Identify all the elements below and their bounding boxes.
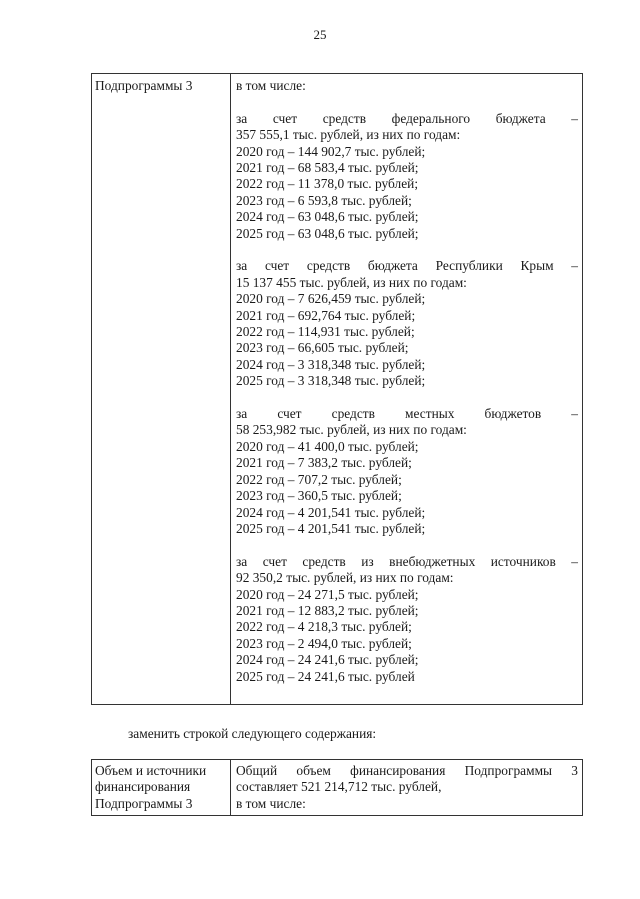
total-funding-line3: в том числе: [236, 795, 306, 811]
local-budget-block [236, 406, 578, 537]
funding-table-old [91, 73, 583, 705]
federal-year-2025: 2025 год – 63 048,6 тыс. рублей; [236, 225, 419, 241]
funding-label-line3: Подпрограммы 3 [95, 795, 193, 811]
local-year-2023: 2023 год – 360,5 тыс. рублей; [236, 488, 402, 504]
local-year-2025: 2025 год – 4 201,541 тыс. рублей; [236, 520, 426, 536]
extrabudgetary-year-2022: 2022 год – 4 218,3 тыс. рублей; [236, 619, 412, 635]
crimea-year-2022: 2022 год – 114,931 тыс. рублей; [236, 324, 415, 340]
federal-year-2020: 2020 год – 144 902,7 тыс. рублей; [236, 143, 426, 159]
local-heading: за счет средств местных бюджетов – [236, 406, 578, 422]
extrabudgetary-year-2025: 2025 год – 24 241,6 тыс. рублей [236, 668, 415, 684]
federal-budget-block [236, 111, 578, 242]
federal-total: 357 555,1 тыс. рублей, из них по годам: [236, 127, 461, 143]
crimea-year-2021: 2021 год – 692,764 тыс. рублей; [236, 307, 416, 323]
crimea-total: 15 137 455 тыс. рублей, из них по годам: [236, 274, 467, 290]
extrabudgetary-block [236, 554, 578, 685]
funding-label-line2: финансирования [95, 779, 191, 795]
crimea-year-2020: 2020 год – 7 626,459 тыс. рублей; [236, 291, 426, 307]
local-year-2021: 2021 год – 7 383,2 тыс. рублей; [236, 455, 412, 471]
federal-year-2024: 2024 год – 63 048,6 тыс. рублей; [236, 209, 419, 225]
crimea-year-2023: 2023 год – 66,605 тыс. рублей; [236, 340, 409, 356]
extrabudgetary-year-2020: 2020 год – 24 271,5 тыс. рублей; [236, 586, 419, 602]
subprogram-label-cell [92, 74, 231, 705]
crimea-year-2024: 2024 год – 3 318,348 тыс. рублей; [236, 356, 426, 372]
crimea-budget-block [236, 258, 578, 389]
local-total: 58 253,982 тыс. рублей, из них по годам: [236, 422, 467, 438]
funding-summary-cell [231, 760, 583, 816]
crimea-year-2025: 2025 год – 3 318,348 тыс. рублей; [236, 373, 426, 389]
page-number: 25 [313, 27, 327, 42]
extrabudgetary-year-2021: 2021 год – 12 883,2 тыс. рублей; [236, 602, 419, 618]
local-year-2022: 2022 год – 707,2 тыс. рублей; [236, 471, 402, 487]
crimea-heading: за счет средств бюджета Республики Крым – [236, 258, 578, 274]
funding-label-line1: Объем и источники [95, 763, 207, 778]
extrabudgetary-heading: за счет средств из внебюджетных источников – [236, 553, 578, 569]
federal-year-2021: 2021 год – 68 583,4 тыс. рублей; [236, 160, 419, 176]
federal-heading: за счет средств федерального бюджета – [236, 110, 578, 126]
subprogram-label: Подпрограммы 3 [95, 78, 193, 93]
funding-details-cell [231, 74, 583, 705]
including-label: в том числе: [236, 78, 306, 93]
funding-label-cell [92, 760, 231, 816]
replace-instruction: заменить строкой следующего содержания: [128, 726, 377, 741]
funding-table-new [91, 759, 583, 816]
extrabudgetary-year-2023: 2023 год – 2 494,0 тыс. рублей; [236, 635, 412, 651]
federal-year-2023: 2023 год – 6 593,8 тыс. рублей; [236, 192, 412, 208]
extrabudgetary-year-2024: 2024 год – 24 241,6 тыс. рублей; [236, 652, 419, 668]
federal-year-2022: 2022 год – 11 378,0 тыс. рублей; [236, 176, 419, 192]
local-year-2020: 2020 год – 41 400,0 тыс. рублей; [236, 438, 419, 454]
total-funding-line1: Общий объем финансирования Подпрограммы 3 [236, 763, 578, 778]
local-year-2024: 2024 год – 4 201,541 тыс. рублей; [236, 504, 426, 520]
extrabudgetary-total: 92 350,2 тыс. рублей, из них по годам: [236, 570, 454, 586]
total-funding-line2: составляет 521 214,712 тыс. рублей, [236, 779, 442, 795]
